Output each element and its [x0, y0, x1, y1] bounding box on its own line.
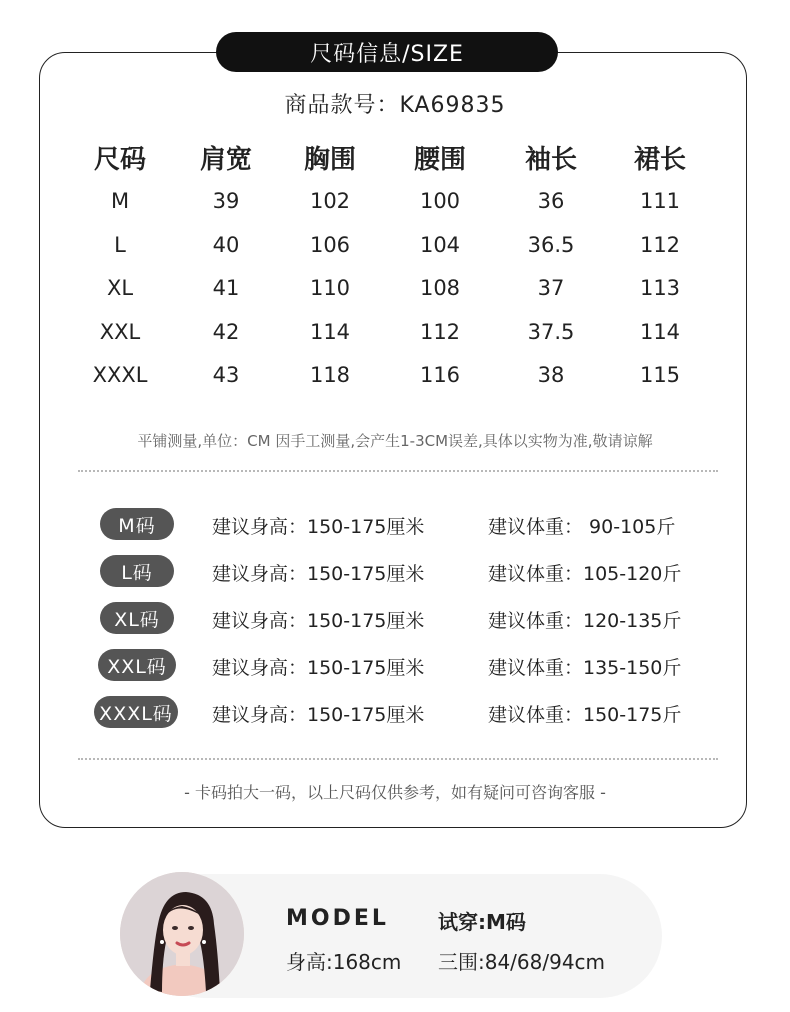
table-cell: 115	[639, 363, 681, 387]
table-cell: 37.5	[527, 319, 575, 344]
model-measurements: 三围:84/68/94cm	[438, 950, 606, 974]
recommendation-row	[0, 692, 790, 732]
product-code: 商品款号：KA69835	[284, 93, 506, 118]
column-header: 尺码	[93, 145, 146, 175]
recommended-height: 建议身高：150-175厘米	[212, 657, 425, 679]
recommended-height: 建议身高：150-175厘米	[212, 516, 425, 538]
table-cell: 112	[419, 319, 461, 344]
table-cell: 36	[537, 189, 565, 213]
table-cell: 37	[537, 276, 565, 300]
column-shoulder	[166, 0, 286, 398]
table-cell: 104	[419, 232, 461, 257]
recommended-weight: 建议体重：150-175斤	[488, 704, 682, 726]
table-cell: 118	[309, 363, 351, 387]
table-cell: 110	[309, 276, 351, 300]
recommended-height: 建议身高：150-175厘米	[212, 704, 425, 726]
dotted-divider	[78, 758, 718, 760]
size-badge: XL码	[100, 602, 174, 634]
table-cell: 39	[212, 189, 240, 213]
table-cell: 113	[639, 276, 681, 300]
table-cell: 41	[212, 276, 240, 300]
model-title: MODEL	[286, 906, 389, 931]
table-cell: L	[114, 232, 126, 257]
measurement-note: 平铺测量,单位：CM 因手工测量,会产生1-3CM误差,具体以实物为准,敬请谅解	[137, 432, 653, 450]
table-cell: 108	[419, 276, 461, 300]
column-size	[60, 0, 180, 398]
column-dress-length	[600, 0, 720, 398]
table-cell: 106	[309, 232, 351, 257]
size-badge: L码	[100, 555, 174, 587]
table-cell: 114	[639, 319, 681, 344]
table-cell: 100	[419, 189, 461, 213]
model-tried-size: 试穿:M码	[438, 910, 526, 934]
table-cell: 116	[419, 363, 461, 387]
size-badge: XXL码	[98, 649, 176, 681]
recommended-weight: 建议体重：105-120斤	[488, 563, 682, 585]
column-header: 腰围	[413, 145, 466, 175]
recommendation-row	[0, 551, 790, 591]
dotted-divider	[78, 470, 718, 472]
model-avatar	[120, 872, 244, 996]
table-cell: 36.5	[527, 232, 575, 257]
recommended-weight: 建议体重： 90-105斤	[488, 516, 676, 538]
table-cell: XXXL	[92, 363, 148, 387]
recommended-weight: 建议体重：135-150斤	[488, 657, 682, 679]
column-sleeve	[491, 0, 611, 398]
table-cell: 38	[537, 363, 565, 387]
table-cell: 112	[639, 232, 681, 257]
recommendation-row	[0, 645, 790, 685]
table-cell: 111	[639, 189, 681, 213]
column-waist	[380, 0, 500, 398]
recommended-height: 建议身高：150-175厘米	[212, 563, 425, 585]
size-badge: M码	[100, 508, 174, 540]
recommended-height: 建议身高：150-175厘米	[212, 610, 425, 632]
recommendation-row	[0, 598, 790, 638]
column-header: 裙长	[633, 145, 686, 175]
column-header: 肩宽	[199, 145, 252, 175]
table-cell: 114	[309, 319, 351, 344]
column-header: 袖长	[524, 145, 577, 175]
column-bust	[270, 0, 390, 398]
table-cell: 40	[212, 232, 240, 257]
table-cell: 43	[212, 363, 240, 387]
size-badge: XXXL码	[94, 696, 178, 728]
size-info-title: 尺码信息/SIZE	[216, 32, 558, 72]
table-cell: M	[110, 189, 130, 213]
table-cell: 42	[212, 319, 240, 344]
model-height: 身高:168cm	[286, 950, 402, 974]
table-cell: XXL	[99, 319, 141, 344]
table-cell: 102	[309, 189, 351, 213]
recommendation-row	[0, 504, 790, 544]
recommended-weight: 建议体重：120-135斤	[488, 610, 682, 632]
column-header: 胸围	[303, 145, 356, 175]
size-advice-note: - 卡码拍大一码，以上尺码仅供参考，如有疑问可咨询客服 -	[184, 783, 606, 802]
model-portrait-icon	[120, 872, 244, 996]
table-cell: XL	[106, 276, 134, 300]
